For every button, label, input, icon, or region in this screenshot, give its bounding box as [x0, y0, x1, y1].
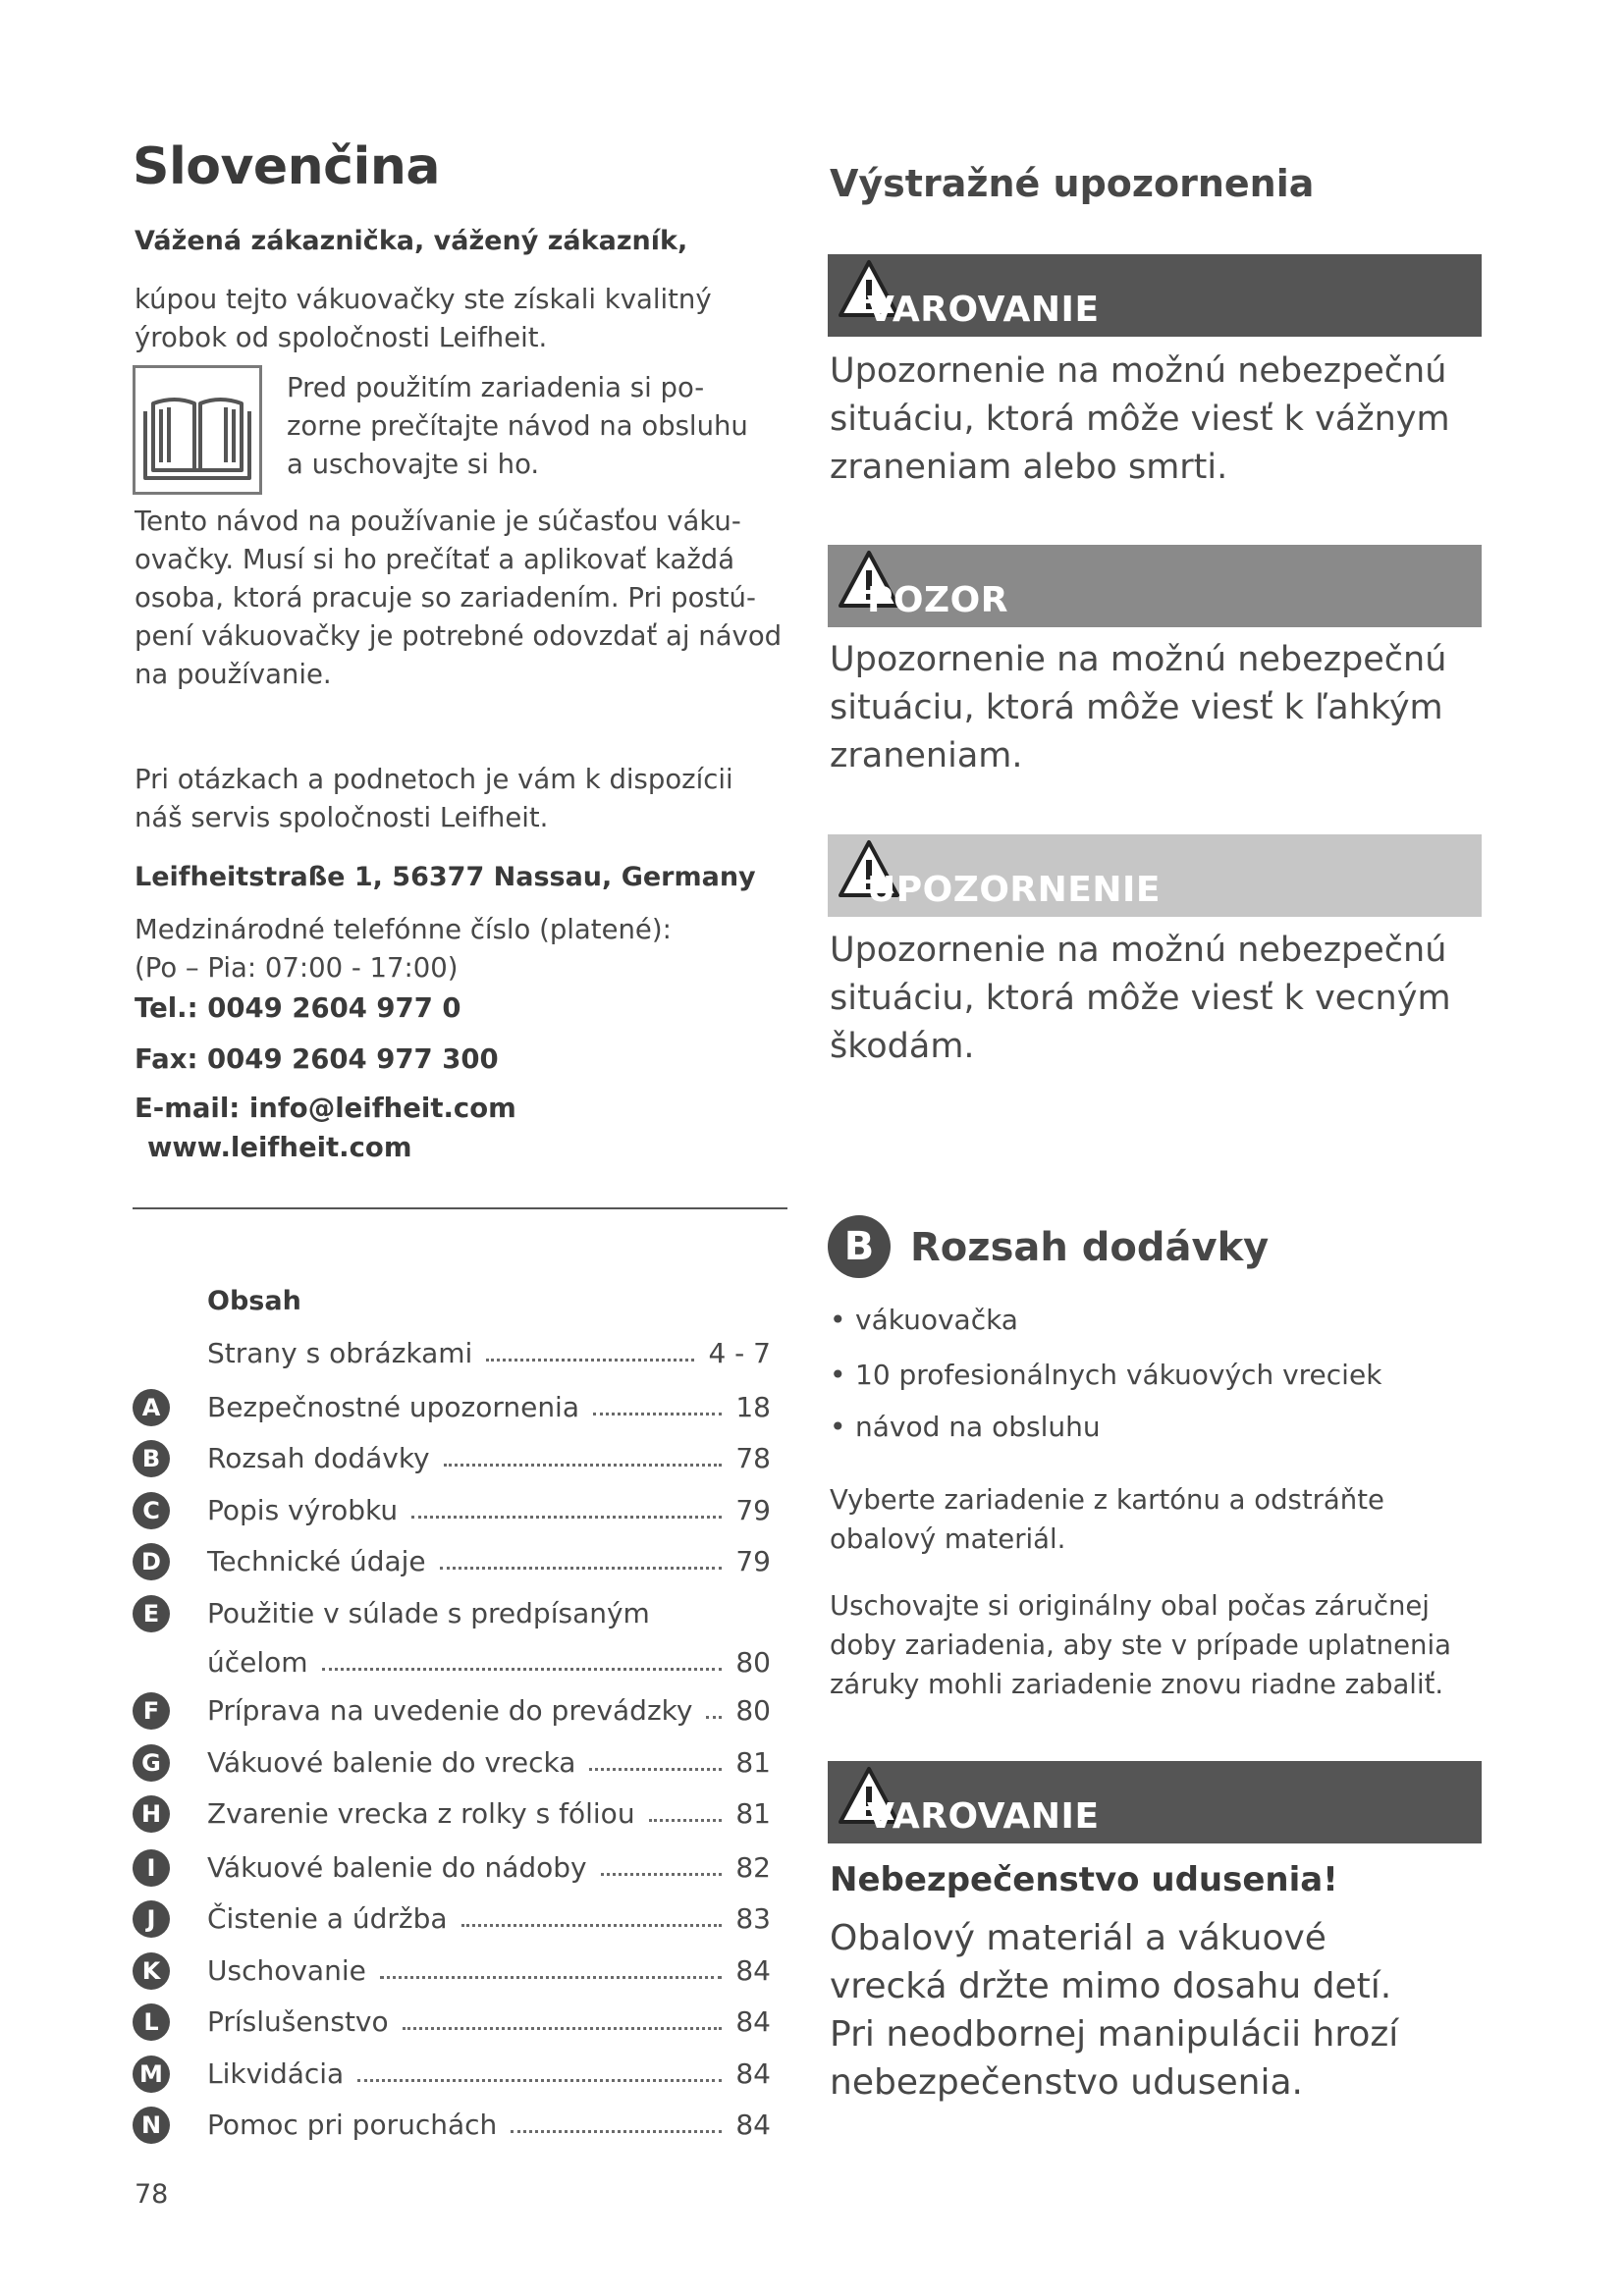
warning-line: škodám.: [830, 1027, 975, 1066]
delivery-item-label: návod na obsluhu: [855, 1411, 1101, 1443]
danger-line: Obalový materiál a vákuové: [830, 1918, 1326, 1958]
toc-page: 83: [735, 1902, 771, 1935]
toc-title: Strany s obrázkami: [207, 1337, 473, 1369]
salutation: Vážená zákaznička, vážený zákazník,: [135, 226, 688, 256]
toc-letter-badge: D: [133, 1543, 170, 1580]
toc-title: Príprava na uvedenie do prevádzky: [207, 1694, 693, 1727]
warning-text-varovanie: [830, 347, 1478, 492]
toc-letter-badge: K: [133, 1952, 170, 1990]
read-manual-line: a uschovajte si ho.: [287, 449, 540, 480]
part-of-text: [135, 503, 782, 694]
part-of-line: ovačky. Musí si ho prečítať a aplikovať každá: [135, 544, 735, 575]
warning-label: UPOZORNENIE: [867, 870, 1161, 910]
toc-title: Použitie v súlade s predpísaným: [207, 1597, 650, 1629]
read-manual-line: zorne prečítajte návod na obsluhu: [287, 410, 748, 442]
toc-leader-dots: [461, 1912, 723, 1927]
toc-row: [133, 1333, 771, 1376]
address: Leifheitstraße 1, 56377 Nassau, Germany: [135, 862, 756, 892]
warning-label: VAROVANIE: [867, 1796, 1100, 1837]
page-number: 78: [135, 2179, 169, 2210]
toc-row: [133, 1490, 771, 1533]
warning-label: POZOR: [867, 580, 1008, 620]
danger-heading: Nebezpečenstvo udusenia!: [830, 1860, 1338, 1899]
toc-letter-badge: G: [133, 1744, 170, 1782]
toc-page: 80: [735, 1694, 771, 1727]
toc-leader-dots: [511, 2118, 722, 2133]
divider: [133, 1207, 787, 1209]
toc-title: Uschovanie: [207, 1954, 366, 1987]
toc-letter-badge: A: [133, 1389, 170, 1426]
keep-packaging-text: [830, 1586, 1497, 1704]
warning-banner-suffocation: [828, 1761, 1482, 1843]
keep-packaging-line: Uschovajte si originálny obal počas záručnej: [830, 1590, 1430, 1622]
part-of-line: osoba, ktorá pracuje so zariadením. Pri postú-: [135, 582, 756, 614]
intro-line: kúpou tejto vákuovačky ste získali kvalitný: [135, 284, 712, 315]
warning-text-upozornenie: [830, 927, 1478, 1071]
toc-leader-dots: [649, 1807, 723, 1822]
warning-banner-pozor: [828, 545, 1482, 627]
toc-title: Rozsah dodávky: [207, 1442, 430, 1474]
toc-page: 4 - 7: [708, 1337, 771, 1369]
danger-line: Pri neodbornej manipulácii hrozí: [830, 2014, 1399, 2055]
warnings-title: Výstražné upozornenia: [830, 162, 1315, 205]
warning-label: VAROVANIE: [867, 290, 1100, 330]
questions-line: náš servis spoločnosti Leifheit.: [135, 802, 549, 833]
delivery-item: • 10 profesionálnych vákuových vreciek: [830, 1359, 1382, 1391]
warning-line: situáciu, ktorá môže viesť k vecným: [830, 979, 1451, 1018]
read-manual-text: [287, 369, 748, 484]
website: www.leifheit.com: [147, 1132, 412, 1163]
unpack-line: obalový materiál.: [830, 1523, 1066, 1555]
toc-page: 80: [735, 1646, 771, 1679]
danger-line: nebezpečenstvo udusenia.: [830, 2062, 1303, 2103]
toc-page: 84: [735, 2109, 771, 2141]
toc-page: 79: [735, 1494, 771, 1526]
toc-letter-badge: J: [133, 1900, 170, 1938]
phone-intro-line: (Po – Pia: 07:00 - 17:00): [135, 952, 459, 984]
toc-letter-badge: M: [133, 2056, 170, 2093]
delivery-item: • návod na obsluhu: [830, 1411, 1101, 1443]
read-manual-icon: [133, 365, 262, 495]
toc-row: [133, 1898, 771, 1942]
read-manual-line: Pred použitím zariadenia si po-: [287, 372, 705, 403]
toc-leader-dots: [589, 1756, 722, 1771]
toc-title: Likvidácia: [207, 2057, 345, 2090]
toc-letter-badge: I: [133, 1849, 170, 1887]
warning-text-pozor: [830, 636, 1478, 780]
fax: Fax: 0049 2604 977 300: [135, 1043, 499, 1075]
toc-title-continued: účelom: [207, 1646, 308, 1679]
toc-title: Čistenie a údržba: [207, 1902, 448, 1935]
toc-row: [133, 1742, 771, 1786]
toc-page: 82: [735, 1851, 771, 1884]
toc-row: [133, 1950, 771, 1994]
toc-row: [133, 1793, 771, 1837]
toc-title: Bezpečnostné upozornenia: [207, 1391, 579, 1423]
toc-letter-badge: N: [133, 2107, 170, 2144]
toc-leader-dots: [357, 2067, 722, 2082]
toc-row: [133, 1847, 771, 1891]
toc-page: 81: [735, 1797, 771, 1830]
toc-leader-dots: [322, 1656, 723, 1671]
warning-line: Upozornenie na možnú nebezpečnú: [830, 640, 1447, 679]
phone-intro-line: Medzinárodné telefónne číslo (platené):: [135, 914, 672, 945]
warning-line: situáciu, ktorá môže viesť k ľahkým: [830, 688, 1443, 727]
delivery-item-label: 10 profesionálnych vákuových vreciek: [855, 1359, 1382, 1391]
toc-page: 81: [735, 1746, 771, 1779]
warning-line: Upozornenie na možnú nebezpečnú: [830, 931, 1447, 970]
toc-leader-dots: [601, 1861, 723, 1876]
warning-line: zraneniam alebo smrti.: [830, 448, 1228, 487]
toc-title: Zvarenie vrecka z rolky s fóliou: [207, 1797, 635, 1830]
warning-line: zraneniam.: [830, 736, 1023, 775]
part-of-line: pení vákuovačky je potrebné odovzdať aj návod: [135, 620, 783, 652]
danger-text: [830, 1914, 1497, 2107]
unpack-line: Vyberte zariadenie z kartónu a odstráňte: [830, 1484, 1384, 1516]
part-of-line: na používanie.: [135, 659, 332, 690]
toc-page: 84: [735, 2057, 771, 2090]
toc-row: [133, 1387, 771, 1430]
delivery-item-label: vákuovačka: [855, 1304, 1018, 1336]
toc-letter-badge: C: [133, 1492, 170, 1529]
section-letter-badge: B: [828, 1215, 891, 1278]
intro-text: [135, 281, 712, 357]
toc-row: [133, 2054, 771, 2097]
toc-row: [133, 2002, 771, 2045]
toc-page: 78: [735, 1442, 771, 1474]
phone-intro: [135, 911, 672, 988]
questions-line: Pri otázkach a podnetoch je vám k dispozícii: [135, 764, 733, 795]
warning-banner-upozornenie: [828, 834, 1482, 917]
toc-page: 18: [735, 1391, 771, 1423]
toc-row: [133, 1593, 771, 1685]
toc-row: [133, 1690, 771, 1734]
toc-letter-badge: F: [133, 1692, 170, 1730]
warning-banner-varovanie: [828, 254, 1482, 337]
delivery-title: Rozsah dodávky: [910, 1225, 1270, 1270]
toc-page: 84: [735, 2005, 771, 2038]
toc-leader-dots: [380, 1964, 723, 1979]
toc-letter-badge: H: [133, 1795, 170, 1833]
unpack-text: [830, 1480, 1497, 1559]
language-title: Slovenčina: [133, 137, 440, 196]
danger-line: vrecká držte mimo dosahu detí.: [830, 1966, 1392, 2006]
toc-leader-dots: [486, 1347, 694, 1362]
warning-line: Upozornenie na možnú nebezpečnú: [830, 351, 1447, 391]
toc-title: Popis výrobku: [207, 1494, 399, 1526]
toc-title: Vákuové balenie do vrecka: [207, 1746, 576, 1779]
toc-letter-badge: L: [133, 2003, 170, 2041]
toc-row: [133, 2105, 771, 2148]
keep-packaging-line: doby zariadenia, aby ste v prípade uplatnenia: [830, 1629, 1451, 1661]
toc-title: Vákuové balenie do nádoby: [207, 1851, 587, 1884]
keep-packaging-line: záruky mohli zariadenie znovu riadne zabaliť.: [830, 1669, 1444, 1700]
toc-leader-dots: [444, 1452, 723, 1467]
toc-row: [133, 1541, 771, 1584]
toc-heading: Obsah: [207, 1286, 301, 1316]
warning-line: situáciu, ktorá môže viesť k vážnym: [830, 400, 1450, 439]
toc-page: 79: [735, 1545, 771, 1577]
telephone: Tel.: 0049 2604 977 0: [135, 992, 461, 1024]
toc-page: 84: [735, 1954, 771, 1987]
toc-letter-badge: B: [133, 1440, 170, 1477]
toc-title: Technické údaje: [207, 1545, 426, 1577]
email: E-mail: info@leifheit.com: [135, 1093, 516, 1124]
toc-leader-dots: [411, 1504, 722, 1519]
toc-letter-badge: E: [133, 1595, 170, 1632]
toc-leader-dots: [706, 1704, 722, 1719]
toc-leader-dots: [593, 1401, 722, 1415]
toc-title: Pomoc pri poruchách: [207, 2109, 498, 2141]
intro-line: ýrobok od spoločnosti Leifheit.: [135, 322, 548, 353]
toc-leader-dots: [403, 2015, 723, 2030]
delivery-item: • vákuovačka: [830, 1304, 1018, 1336]
questions-text: [135, 761, 733, 837]
toc-leader-dots: [440, 1555, 723, 1570]
part-of-line: Tento návod na používanie je súčasťou váku-: [135, 506, 741, 537]
toc-title: Príslušenstvo: [207, 2005, 389, 2038]
toc-row: [133, 1438, 771, 1481]
